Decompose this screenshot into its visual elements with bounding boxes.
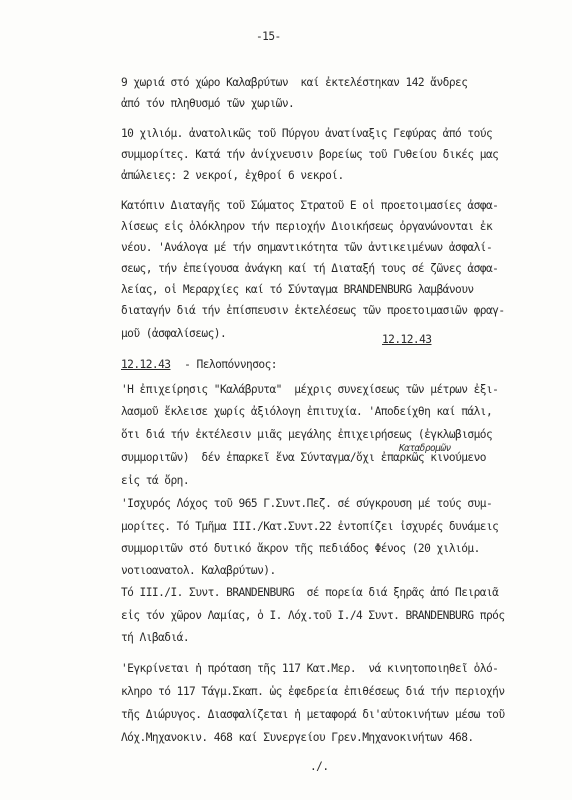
text-line: κληρο τό 117 Τάγμ.Σκαπ. ὡς ἐφεδρεία ἐπιθέσεως διά τήν περιοχήν	[121, 685, 505, 698]
text-line: λείας, οἱ Μεραρχίες καί τό Σύνταγμα BRANDENBURG λαμβάνουν	[121, 283, 474, 296]
text-line: Τό III./I. Συντ. BRANDENBURG σέ πορεία διά ξηρᾶς ἀπό Πειραιᾶ	[121, 586, 499, 599]
page-number: -15-	[256, 30, 281, 43]
text-line: λίσεως εἰς ὁλόκληρον τήν περιοχήν Διοικήσεως ὀργανώνονται ἐκ	[121, 220, 493, 233]
text-line: εἰς τά ὄρη.	[121, 474, 190, 487]
text-line: μορίτες. Τό Τμῆμα III./Κατ.Συντ.22 ἐντοπίζει ἰσχυρές δυνάμεις	[121, 520, 499, 533]
text-line: εἰς τόν χῶρον Λαμίας, ὁ I. Λόχ.τοῦ I./4 Συντ. BRANDENBURG πρός	[121, 609, 505, 622]
handwritten-insertion: Καταδρομῶν	[399, 443, 451, 454]
text-line: διαταγήν διά τήν ἐπίσπευσιν ἐκτελέσεως τῶν προετοιμασιῶν φραγ-	[121, 304, 505, 317]
text-line: νέου. 'Ανάλογα μέ τήν σημαντικότητα τῶν ἀντικειμένων ἀσφαλί-	[121, 241, 493, 254]
text-line: 'Ισχυρός Λόχος τοῦ 965 Γ.Συντ.Πεζ. σέ σύγκρουση μέ τούς συμ-	[121, 497, 493, 510]
text-line: νοτιοανατολ. Καλαβρύτων).	[121, 564, 276, 577]
text-line: συμμορίτες. Κατά τήν ἀνίχνευσιν βορείως τοῦ Γυθείου δικές μας	[121, 148, 499, 161]
section-date: 12.12.43	[121, 358, 171, 371]
text-line: Λόχ.Μηχανοκιν. 468 καί Συνεργείου Γρεν.Μηχανοκινήτων 468.	[121, 731, 474, 744]
text-line: 'Εγκρίνεται ἡ πρόταση τῆς 117 Κατ.Μερ. νά κινητοποιηθεῖ ὁλό-	[121, 662, 499, 675]
date-heading: 12.12.43	[382, 333, 432, 346]
text-line: μοῦ (ἀσφαλίσεως).	[121, 327, 227, 340]
text-line: Κατόπιν Διαταγῆς τοῦ Σώματος Στρατοῦ Ε οἱ προετοιμασίες ἀσφα-	[121, 199, 499, 212]
text-line: συμμοριτῶν στό δυτικό ἄκρον τῆς πεδιάδος Φένος (20 χιλιόμ.	[121, 542, 480, 555]
text-line: 9 χωριά στό χώρο Καλαβρύτων καί ἐκτελέστηκαν 142 ἄνδρες	[121, 76, 468, 89]
text-line: σεως, τήν ἐπείγουσα ἀνάγκη καί τή Διαταξή τους σέ ζῶνες ἀσφα-	[121, 262, 499, 275]
section-title: - Πελοπόννησος:	[178, 358, 277, 371]
text-line: 'Η ἐπιχείρησις "Καλάβρυτα" μέχρις συνεχίσεως τῶν μέτρων ἐξι-	[121, 383, 499, 396]
text-line: τῆς Διώρυγος. Διασφαλίζεται ἡ μεταφορά δι'αὐτοκινήτων μέσω τοῦ	[121, 708, 505, 721]
text-line: 10 χιλιόμ. ἀνατολικῶς τοῦ Πύργου ἀνατίναξις Γεφύρας ἀπό τούς	[121, 127, 493, 140]
text-line: ὅτι διά τήν ἐκτέλεσιν μιᾶς μεγάλης ἐπιχειρήσεως (ἐγκλωβισμός	[121, 428, 493, 441]
continuation-mark: ./.	[310, 760, 329, 773]
text-line: συμμοριτῶν) δέν ἐπαρκεῖ ἕνα Σύνταγμα/ὄχι ἐπαρκῶς κινούμενο	[121, 451, 486, 464]
text-line: τή Λιβαδιά.	[121, 631, 190, 644]
text-line: ἀπώλειες: 2 νεκροί, ἐχθροί 6 νεκροί.	[121, 169, 344, 182]
text-line: ἀπό τόν πληθυσμό τῶν χωριῶν.	[121, 97, 295, 110]
text-line: λασμοῦ ἔκλεισε χωρίς ἀξιόλογη ἐπιτυχία. 'Αποδείχθη καί πάλι,	[121, 405, 493, 418]
